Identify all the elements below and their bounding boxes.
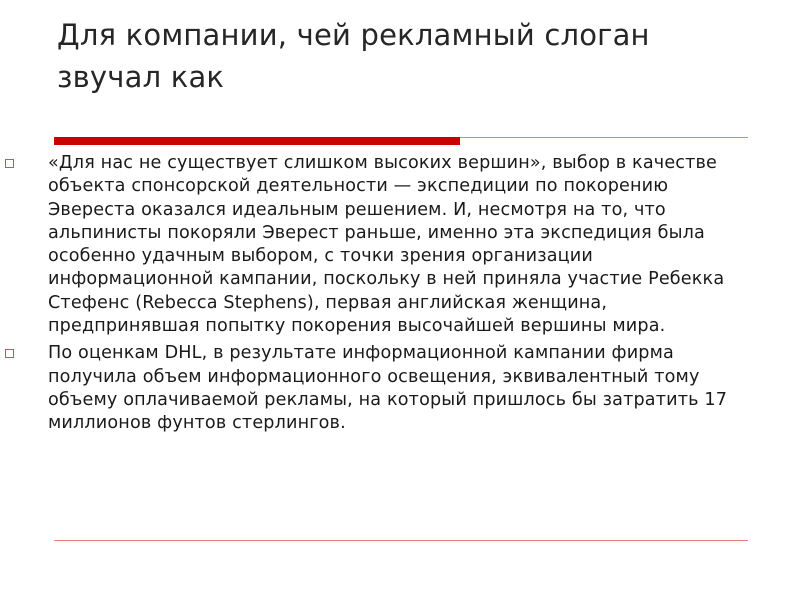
square-bullet-icon: [5, 349, 14, 358]
bullet-text: «Для нас не существует слишком высоких вершин», выбор в качестве объекта спонсорской деятельности — экспедиции по покорению Эвереста оказался идеальным решением. И, несмотря на то, что альпинисты покоряли Эверест раньше, именно эта экспедиция была особенно удачным выбором, с точки зрения организации информационной кампании, поскольку в ней приняла участие Ребекка Стефенс (Rebecca Stephens), первая английская женщина, предпринявшая попытку покорения высочайшей вершины мира.: [48, 153, 725, 337]
list-item: [0, 342, 800, 435]
divider-thin-line: [460, 137, 748, 138]
bullet-text: По оценкам DHL, в результате информационной кампании фирма получила объем информационного освещения, эквивалентный тому объему оплачиваемой рекламы, на который пришлось бы затратить 17 миллионов фунтов стерлингов.: [48, 343, 728, 434]
list-item: [0, 152, 800, 338]
footer-divider: [54, 540, 748, 541]
bullet-list: [0, 152, 800, 440]
title-divider: [54, 137, 748, 145]
divider-accent-bar: [54, 137, 460, 145]
slide-title: Для компании, чей рекламный слоган звучал как: [57, 18, 650, 94]
square-bullet-icon: [5, 159, 14, 168]
